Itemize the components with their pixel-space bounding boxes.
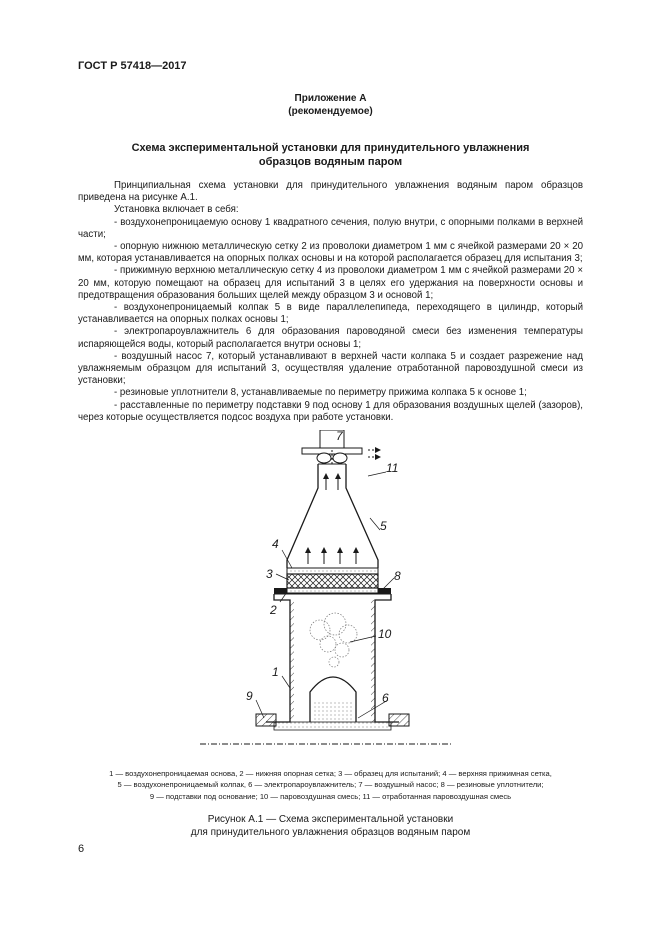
label-1: 1 [272,665,279,679]
list-item: - резиновые уплотнители 8, устанавливаемые по периметру прижима колпака 5 к основе 1; [114,387,527,399]
label-9: 9 [246,689,253,703]
legend-line: 1 — воздухонепроницаемая основа, 2 — нижняя опорная сетка; 3 — образец для испытаний; 4 — верхняя прижимная сетка, [109,769,552,778]
annex-status: (рекомендуемое) [288,106,373,117]
label-2: 2 [270,603,277,617]
label-7: 7 [336,430,343,443]
annex-title: Приложение А [294,93,367,104]
top-net [287,568,378,574]
intro-paragraph: Принципиальная схема установки для принудительного увлажнения водяным паром образцов приведена на рисунке А.1. [78,180,583,204]
apparatus-diagram [190,430,460,760]
test-sample [287,574,378,588]
label-8: 8 [394,569,401,583]
bottom-net [287,588,378,593]
stand-left [256,714,276,726]
fan-blade-right [333,453,347,463]
label-4: 4 [272,537,279,551]
stand-right [389,714,409,726]
humidifier-water [314,702,352,722]
label-11: 11 [386,461,399,475]
label-6: 6 [382,691,389,705]
base-hatch-left [290,600,294,722]
base-hatch-right [371,600,375,722]
list-item: - прижимную верхнюю металлическую сетку 4 из проволоки диаметром 1 мм с ячейкой размерами 20 × 20 мм, которую помещают на образец для испытаний 3 в целях его удержания на поверхности основы и предотвращения образования больших щелей между образцом 3 и основой 1; [78,265,583,301]
rubber-seal-right [378,588,391,594]
list-item: - расставленные по периметру подставки 9 под основу 1 для образования воздушных щелей (зазоров), через которые осуществляется подсос воздуха при работе установки. [78,399,583,423]
hood-outline [287,464,378,568]
page-number: 6 [78,843,85,855]
list-item: - воздухонепроницаемую основу 1 квадратного сечения, полую внутри, с опорными полками в верхней части; [78,216,583,240]
document-header: ГОСТ Р 57418—2017 [78,60,187,72]
list-item: - воздухонепроницаемый колпак 5 в виде параллелепипеда, переходящего в цилиндр, который устанавливается на опорных полках основы 1; [78,302,583,326]
list-item: - воздушный насос 7, который устанавливают в верхней части колпака 5 и создает разрежение над увлажняемым образцом для испытаний 3, осуществляя удаление отработанной паровоздушной смеси из установки; [78,350,583,387]
label-3: 3 [266,567,273,581]
base-floor [274,722,391,730]
figure-caption [78,813,583,839]
figure-legend [78,768,583,802]
legend-line: 9 — подставки под основание; 10 — паровоздушная смесь; 11 — отработанная паровоздушная смесь [149,791,512,801]
fan-blade-left [317,453,331,463]
section-title-line2: образцов водяным паром [258,156,403,168]
list-item: - электропароувлажнитель 6 для образования пароводяной смеси без изменения температуры испаряющейся воды, который располагается внутри основы 1; [78,326,583,350]
section-title [78,141,583,169]
steam-cloud [310,613,357,667]
includes-paragraph: Установка включает в себя: [114,204,239,216]
figure-diagram [190,430,460,760]
label-5: 5 [380,519,387,533]
label-10: 10 [378,627,392,641]
legend-line: 5 — воздухонепроницаемый колпак, 6 — электропароувлажнитель; 7 — воздушный насос; 8 — резиновые уплотнители; [117,780,544,790]
section-title-line1: Схема экспериментальной установки для принудительного увлажнения [131,142,530,154]
body-text [78,180,583,424]
list-item: - опорную нижнюю металлическую сетку 2 из проволоки диаметром 1 мм с ячейкой размерами 20 × 20 мм, которая устанавливается на опорных полках основы и на которой располагается образец для испытания 3; [78,241,583,265]
rubber-seal-left [274,588,287,594]
caption-line1: Рисунок А.1 — Схема экспериментальной установки [207,814,454,825]
caption-line2: для принудительного увлажнения образцов водяным паром [190,827,471,838]
